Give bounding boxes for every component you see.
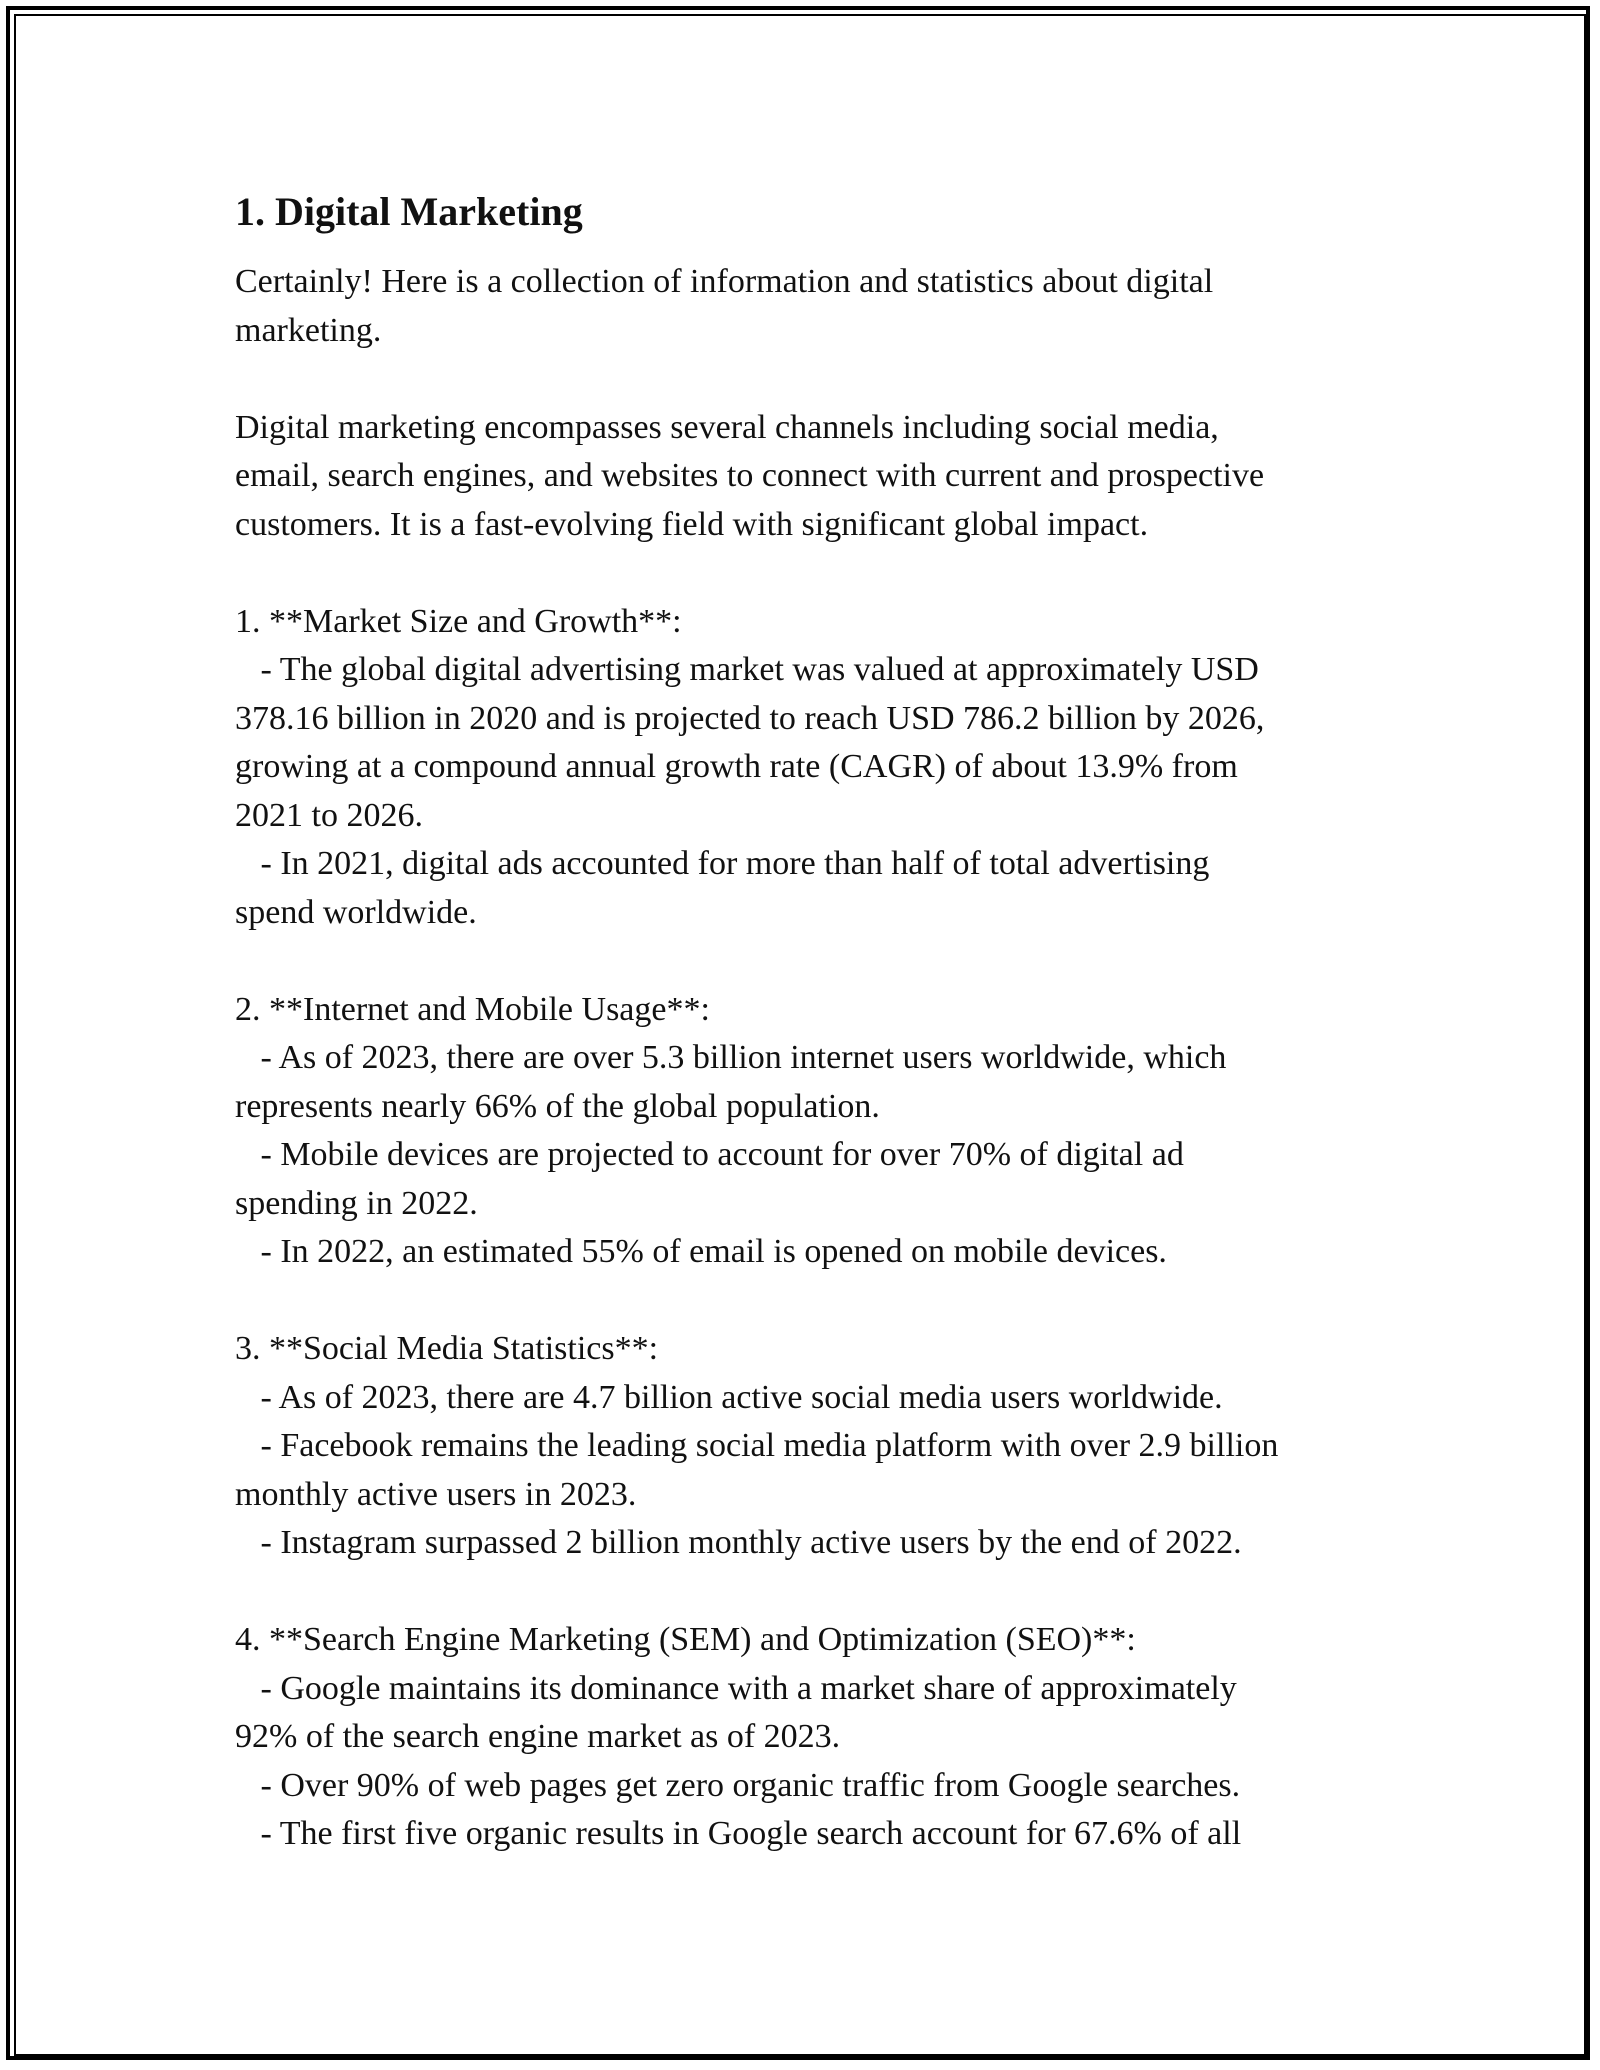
document-content bbox=[235, 184, 1395, 1859]
document-body: Certainly! Here is a collection of information and statistics about digital marketing. Digital marketing encompasses several channels including social media, email, search engines, and websites to connect with current and prospective customers. It is a fast-evolving field with significant global impact. 1. **Market Size and Growth**: - The global digital advertising market was valued at approximately USD 378.16 billion in 2020 and is projected to reach USD 786.2 billion by 2026, growing at a compound annual growth rate (CAGR) of about 13.9% from 2021 to 2026. - In 2021, digital ads accounted for more than half of total advertising spend worldwide. 2. **Internet and Mobile Usage**: - As of 2023, there are over 5.3 billion internet users worldwide, which represents nearly 66% of the global population. - Mobile devices are projected to account for over 70% of digital ad spending in 2022. - In 2022, an estimated 55% of email is opened on mobile devices. 3. **Social Media Statistics**: - As of 2023, there are 4.7 billion active social media users worldwide. - Facebook remains the leading social media platform with over 2.9 billion monthly active users in 2023. - Instagram surpassed 2 billion monthly active users by the end of 2022. 4. **Search Engine Marketing (SEM) and Optimization (SEO)**: - Google maintains its dominance with a market share of approximately 92% of the search engine market as of 2023. - Over 90% of web pages get zero organic traffic from Google searches. - The first five organic results in Google search account for 67.6% of all bbox=[235, 263, 1279, 1852]
document-title: 1. Digital Marketing bbox=[235, 189, 583, 234]
